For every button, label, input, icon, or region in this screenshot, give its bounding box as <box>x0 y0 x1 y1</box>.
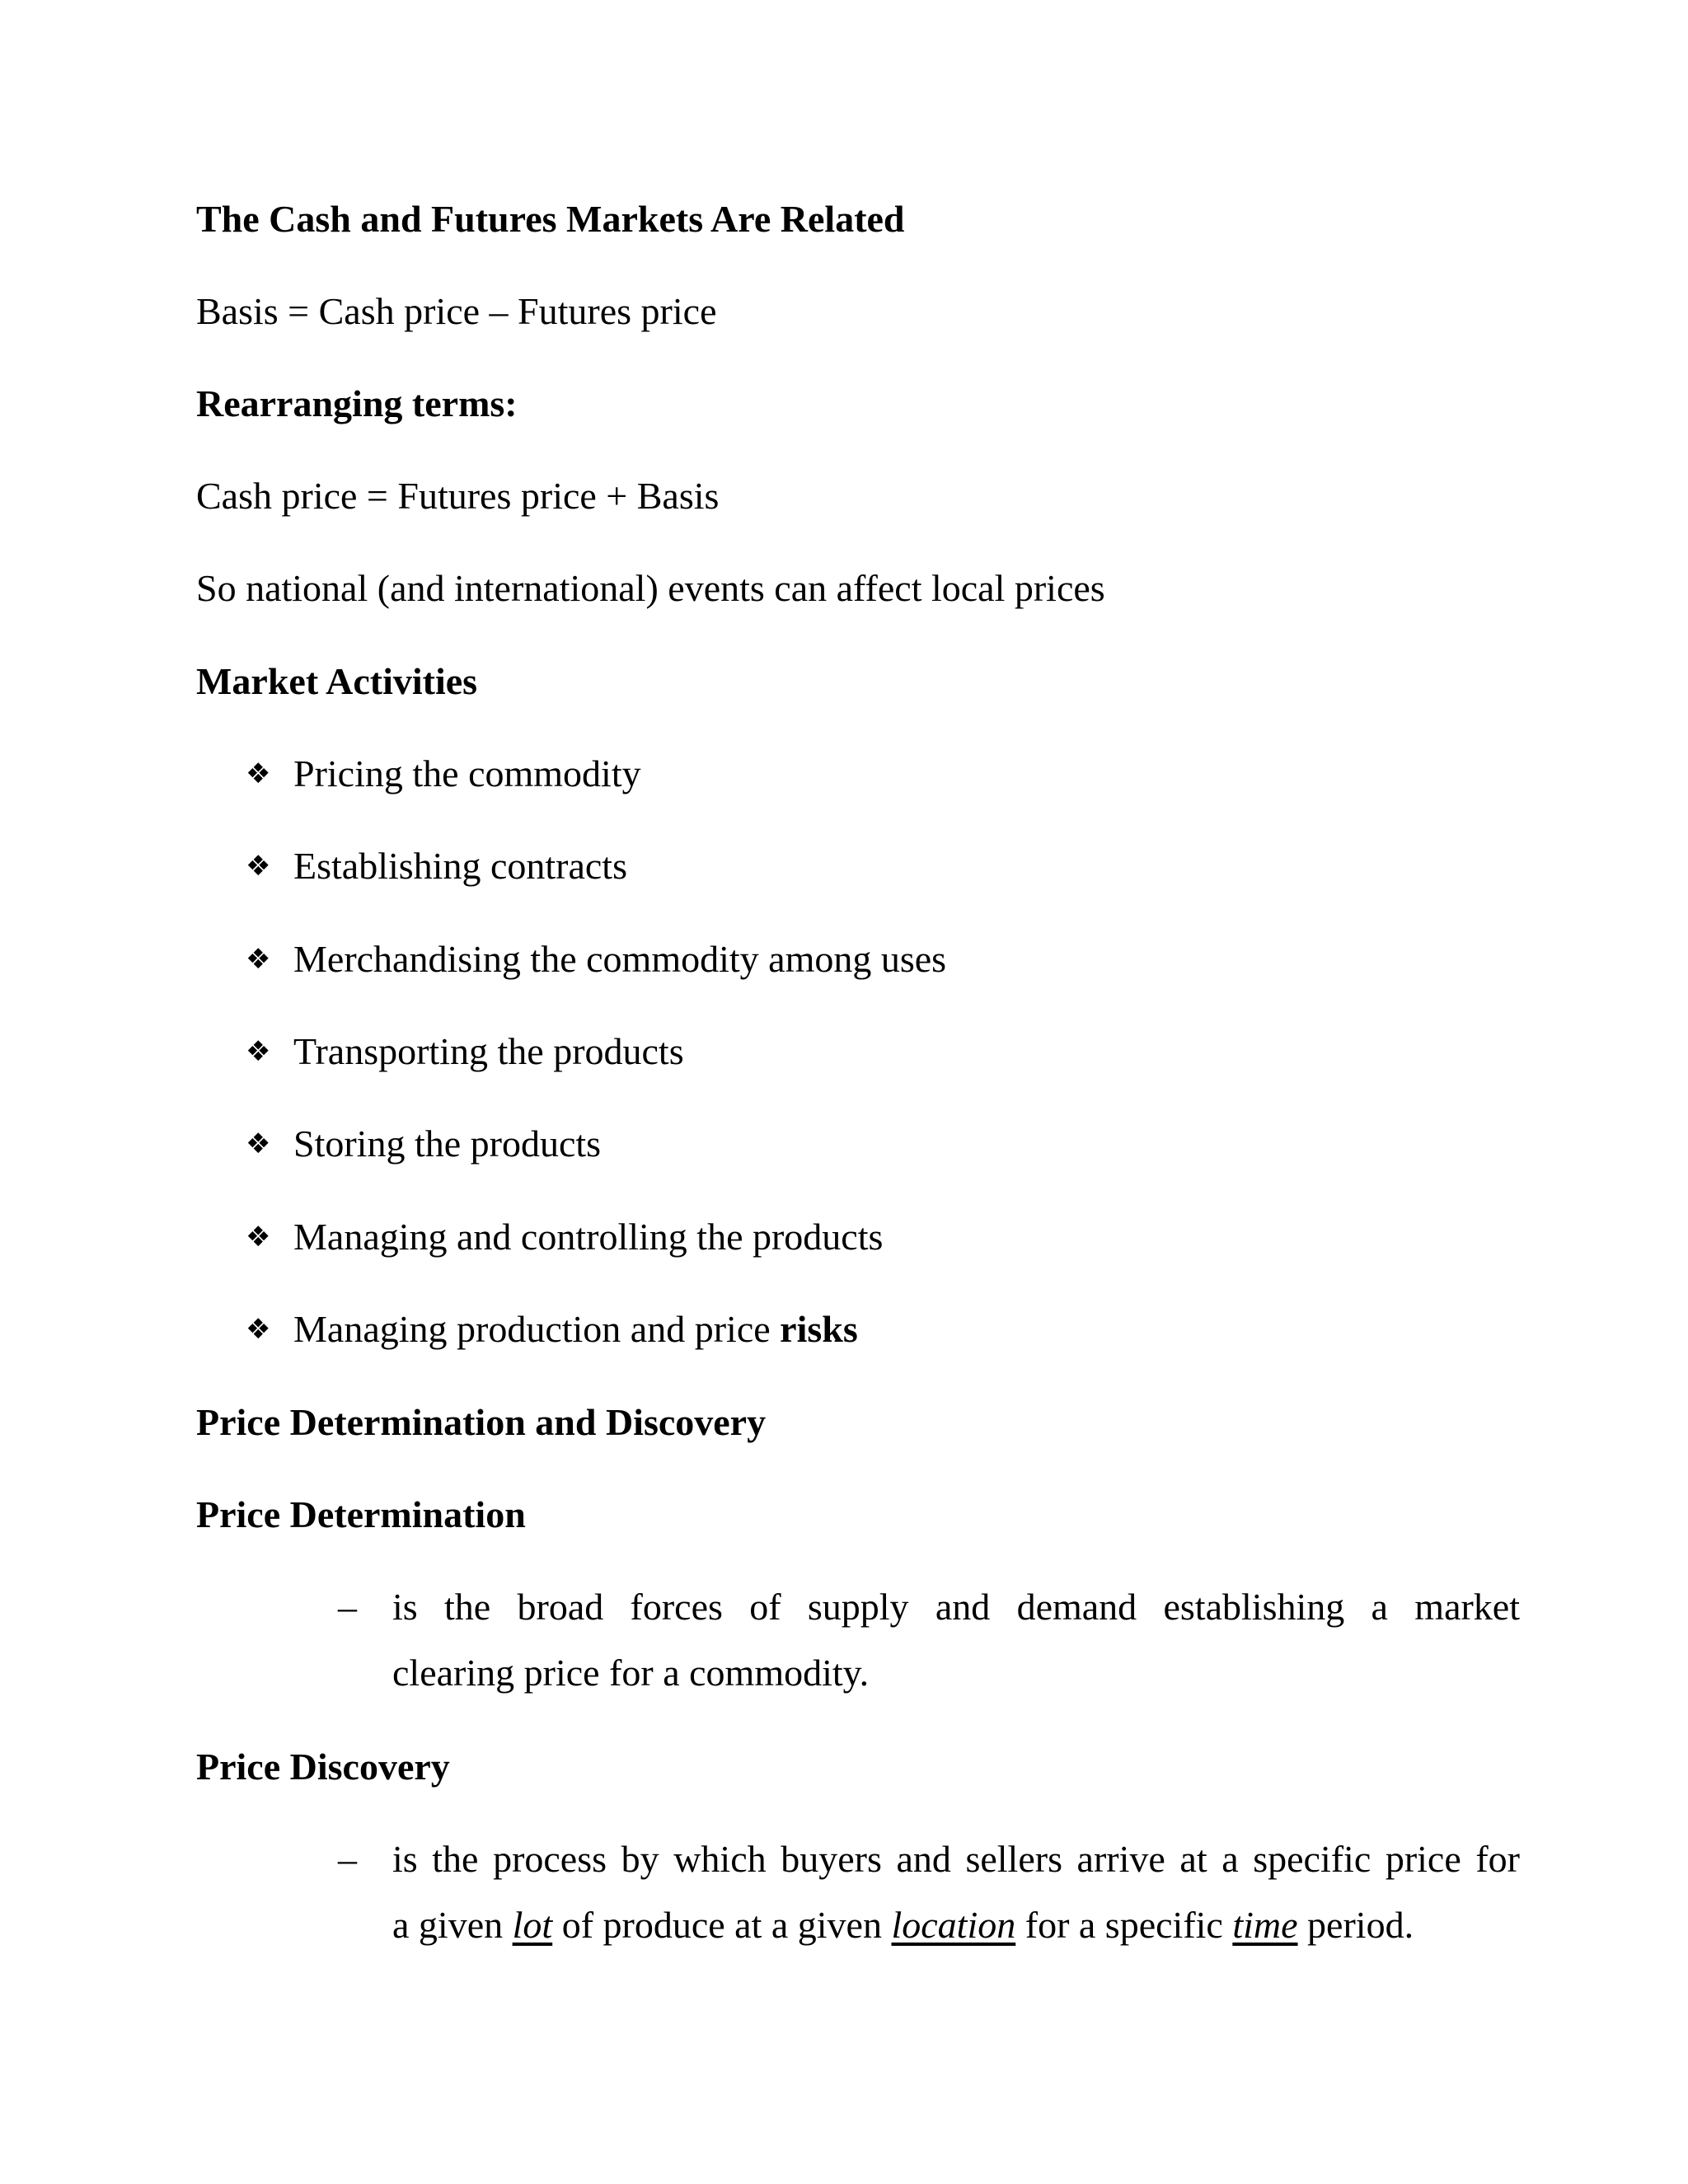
cash-price-equation: Cash price = Futures price + Basis <box>196 475 720 517</box>
definition-line: clearing price for a commodity. <box>392 1652 870 1694</box>
list-item <box>246 843 627 889</box>
text-run: of produce at a given <box>552 1904 892 1946</box>
list-item-label: Transporting the products <box>293 1030 684 1072</box>
diamond-bullet-icon: ❖ <box>246 1313 271 1346</box>
heading-market-activities: Market Activities <box>196 660 478 702</box>
text-run: a given <box>392 1904 513 1946</box>
price-discovery-definition <box>338 1826 1520 1958</box>
definition-line <box>392 1892 1520 1958</box>
list-item <box>246 1306 858 1352</box>
list-item-label: Managing and controlling the products <box>293 1216 884 1258</box>
heading-price-determination: Price Determination <box>196 1493 526 1535</box>
list-item-label: Storing the products <box>293 1122 602 1165</box>
definition-text <box>392 1826 1520 1958</box>
text-run: period. <box>1297 1904 1414 1946</box>
emphasis-location: location <box>891 1904 1016 1946</box>
dash-bullet-icon: – <box>338 1586 357 1628</box>
diamond-bullet-icon: ❖ <box>246 850 271 883</box>
list-item-label: Merchandising the commodity among uses <box>293 938 947 980</box>
definition-text <box>392 1574 1520 1706</box>
diamond-bullet-icon: ❖ <box>246 1221 271 1254</box>
list-item <box>246 751 641 797</box>
list-item <box>246 1029 684 1075</box>
national-events-text: So national (and international) events can affect local prices <box>196 567 1105 609</box>
emphasis-time: time <box>1232 1904 1298 1946</box>
list-item-label: Establishing contracts <box>293 845 627 887</box>
diamond-bullet-icon: ❖ <box>246 1035 271 1068</box>
diamond-bullet-icon: ❖ <box>246 1127 271 1160</box>
price-determination-definition <box>338 1574 1520 1706</box>
heading-price-det-disc: Price Determination and Discovery <box>196 1401 767 1443</box>
heading-cash-futures: The Cash and Futures Markets Are Related <box>196 198 905 240</box>
heading-rearranging: Rearranging terms: <box>196 382 518 424</box>
diamond-bullet-icon: ❖ <box>246 757 271 790</box>
list-item-label: Managing production and price <box>293 1308 781 1350</box>
dash-bullet-icon: – <box>338 1838 357 1880</box>
definition-line: is the broad forces of supply and demand establishing a market <box>392 1586 1520 1628</box>
list-item <box>246 1121 601 1167</box>
list-item-emphasis: risks <box>780 1308 858 1350</box>
emphasis-lot: lot <box>512 1904 553 1946</box>
heading-price-discovery: Price Discovery <box>196 1746 450 1788</box>
basis-equation: Basis = Cash price – Futures price <box>196 290 717 332</box>
list-item <box>246 936 946 982</box>
definition-line: is the process by which buyers and sellers arrive at a specific price for <box>392 1838 1520 1880</box>
diamond-bullet-icon: ❖ <box>246 943 271 976</box>
list-item <box>246 1214 883 1260</box>
list-item-label: Pricing the commodity <box>293 752 641 794</box>
text-run: for a specific <box>1015 1904 1233 1946</box>
